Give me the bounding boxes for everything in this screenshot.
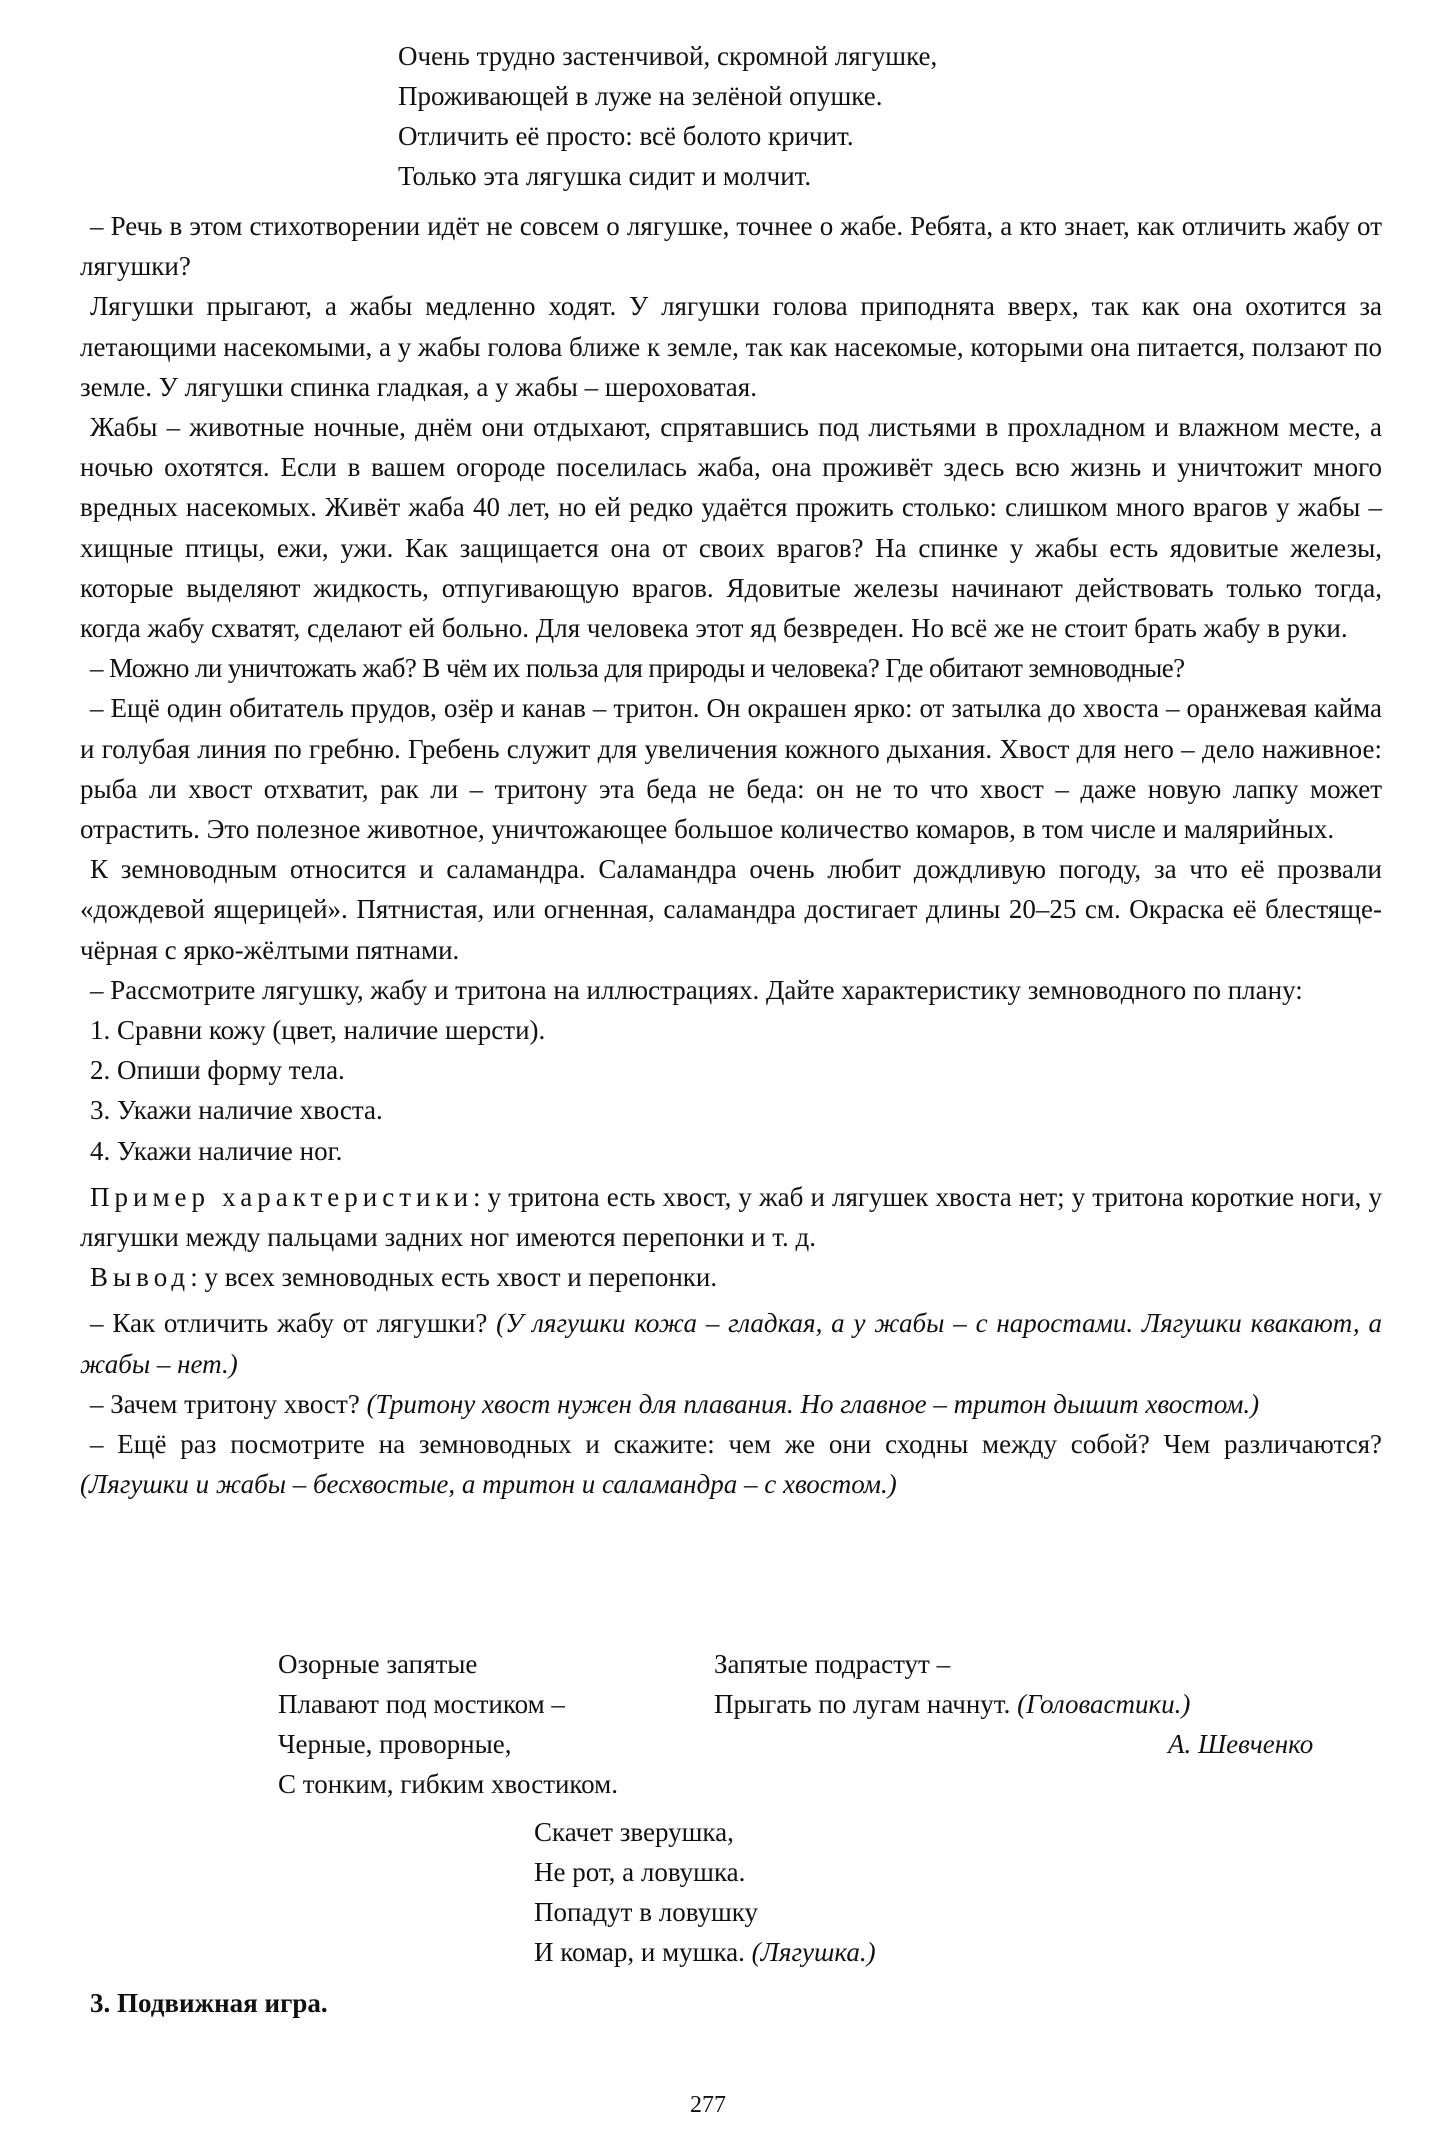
poem-line: Отличить её просто: всё болото кричит. — [398, 121, 854, 151]
answer-text: (Лягушки и жабы – бесхвостые, а тритон и саламандра – с хвостом.) — [80, 1469, 897, 1500]
paragraph: – Можно ли уничтожать жаб? В чём их польза для природы и человека? Где обитают земноводные? — [90, 653, 1185, 684]
riddle-line: С тонким, гибким хвостиком. — [278, 1769, 619, 1799]
answer-text: (У лягушки кожа – гладкая, а у жабы – с наростами. Лягушки квакают, а жабы – нет.) — [80, 1308, 1382, 1379]
paragraph: Жабы – животные ночные, днём они отдыхают, спрятавшись под листьями в прохладном и влажном месте, а ночью охотятся. Если в вашем огороде поселилась жаба, она проживёт здесь всю жизнь и уничтожит много вредных насекомых. Живёт жаба 40 лет, но ей редко удаётся прожить столько: слишком много врагов у жабы – хищные птицы, ежи, ужи. Как защищается она от своих врагов? На спинке у жабы есть ядовитые железы, которые выделяют жидкость, отпугивающую врагов. Ядовитые железы начинают действовать только тогда, когда жабу схватят, сделают ей больно. Для человека этот яд безвреден. Но всё же не стоит брать жабу в руки. — [80, 412, 1382, 644]
page-number: 277 — [690, 2092, 726, 2118]
riddle-line — [714, 1684, 1190, 1724]
plan-item: 2. Опиши форму тела. — [90, 1055, 345, 1086]
plan-item: 3. Укажи наличие хвоста. — [90, 1095, 383, 1126]
example-paragraph — [80, 1177, 1382, 1257]
paragraph: – Речь в этом стихотворении идёт не совсем о лягушке, точнее о жабе. Ребята, а кто знает, как отличить жабу от лягушки? — [80, 211, 1382, 282]
opening-poem — [398, 36, 937, 196]
section-heading: 3. Подвижная игра. — [90, 1988, 328, 2018]
question-text: – Зачем тритону хвост? — [90, 1388, 367, 1419]
poem-line: Очень трудно застенчивой, скромной лягушке, — [398, 41, 938, 71]
conclusion-text: : у всех земноводных есть хвост и перепонки. — [190, 1262, 718, 1293]
plan-item: 1. Сравни кожу (цвет, наличие шерсти). — [90, 1015, 546, 1046]
question-paragraph — [80, 1303, 1382, 1383]
riddle-line-text: Прыгать по лугам начнут. — [714, 1689, 1018, 1719]
question-text: – Как отличить жабу от лягушки? — [90, 1308, 497, 1339]
paragraph: Лягушки прыгают, а жабы медленно ходят. У лягушки голова приподнята вверх, так как она охотится за летающими насекомыми, а у жабы голова ближе к земле, так как насекомые, которыми она питается, ползают по земле. У лягушки спинка гладкая, а у жабы – шероховатая. — [80, 291, 1382, 402]
paragraph: – Ещё один обитатель прудов, озёр и канав – тритон. Он окрашен ярко: от затылка до хвоста – оранжевая кайма и голубая линия по гребню. Гребень служит для увеличения кожного дыхания. Хвост для него – дело наживное: рыба ли хвост отхватит, рак ли – тритону эта беда не беда: он не то что хвост – даже новую лапку может отрастить. Это полезное животное, уничтожающее большое количество комаров, в том числе и малярийных. — [80, 693, 1382, 845]
question-paragraph — [80, 1384, 1382, 1424]
example-label: Пример характеристики — [90, 1181, 474, 1212]
answer-text: (Тритону хвост нужен для плавания. Но главное – тритон дышит хвостом.) — [366, 1388, 1260, 1419]
riddle-left-column — [278, 1644, 618, 1804]
riddle-line: Плавают под мостиком – — [278, 1689, 565, 1719]
poem-line: Проживающей в луже на зелёной опушке. — [398, 81, 883, 111]
riddle-line: Черные, проворные, — [278, 1729, 512, 1759]
frog-riddle — [534, 1812, 876, 1972]
riddle-line: Озорные запятые — [278, 1649, 478, 1679]
question-text: – Ещё раз посмотрите на земноводных и скажите: чем же они сходны между собой? Чем различаются? — [90, 1429, 1382, 1460]
riddle-right-column — [714, 1644, 1190, 1724]
riddle-line — [534, 1932, 876, 1972]
question-paragraph — [80, 1424, 1382, 1504]
main-text — [80, 206, 1382, 1505]
conclusion-label: Вывод — [90, 1262, 191, 1293]
example-text: : у тритона есть хвост, у жаб и лягушек хвоста нет; у тритона короткие ноги, у лягушки между пальцами задних ног имеются перепонки и т. д. — [80, 1181, 1382, 1253]
conclusion-paragraph — [80, 1257, 1382, 1297]
riddle-line: Попадут в ловушку — [534, 1897, 759, 1927]
riddle-answer: (Головастики.) — [1017, 1689, 1191, 1719]
poem-line: Только эта лягушка сидит и молчит. — [398, 161, 812, 191]
riddle-line: Не рот, а ловушка. — [534, 1857, 746, 1887]
paragraph: – Рассмотрите лягушку, жабу и тритона на иллюстрациях. Дайте характеристику земноводного по плану: — [90, 974, 1303, 1005]
paragraph: К земноводным относится и саламандра. Саламандра очень любит дождливую погоду, за что её прозвали «дождевой ящерицей». Пятнистая, или огненная, саламандра достигает длины 20–25 см. Окраска её блестяще-чёрная с ярко-жёлтыми пятнами. — [80, 854, 1382, 965]
riddle-line: Скачет зверушка, — [534, 1817, 734, 1847]
riddle-line: Запятые подрастут – — [714, 1649, 951, 1679]
riddle-answer: (Лягушка.) — [751, 1937, 876, 1967]
plan-item: 4. Укажи наличие ног. — [90, 1135, 343, 1166]
riddle-author: А. Шевченко — [1168, 1729, 1314, 1759]
riddle-line-text: И комар, и мушка. — [534, 1937, 752, 1967]
